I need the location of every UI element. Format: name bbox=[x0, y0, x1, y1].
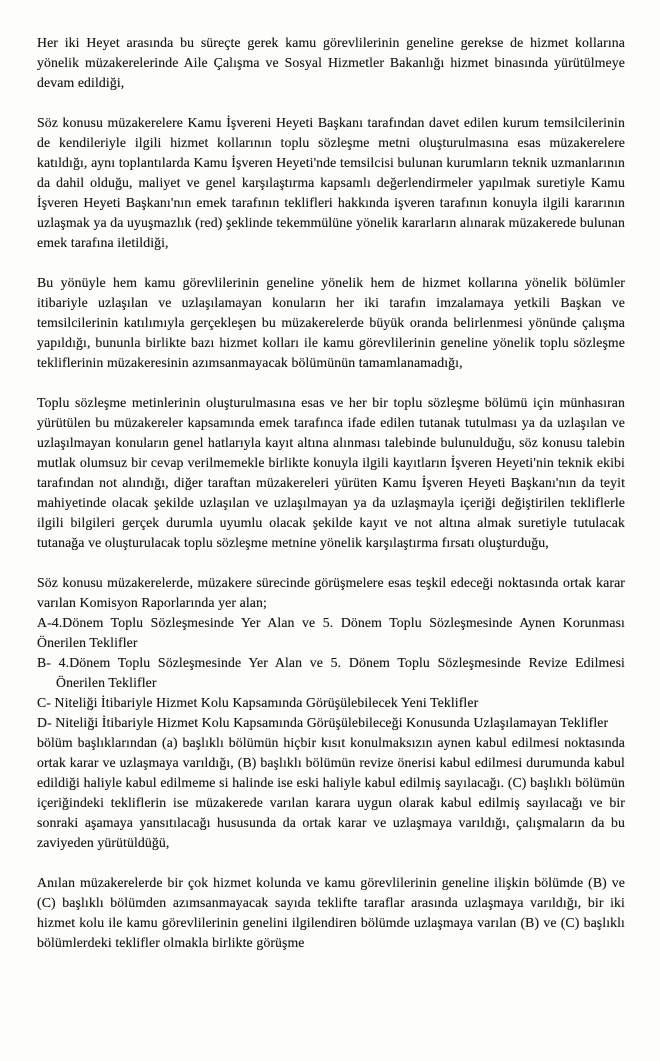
commission-reports-section bbox=[37, 573, 625, 853]
list-item-a: A-4.Dönem Toplu Sözleşmesinde Yer Alan ve 5. Dönem Toplu Sözleşmesinde Aynen Korunması Önerilen Teklifler bbox=[37, 615, 625, 650]
paragraph-section-rules: bölüm başlıklarından (a) başlıklı bölümün hiçbir kısıt konulmaksızın aynen kabul edilmesi noktasında ortak karar ve uzlaşmaya varıldığı, (B) başlıklı bölümün revize önerisi kabul edilmesi durumunda kabul edildiği haliyle kabul edilmeme si halinde ise eski haliyle kabul edilmiş sayılacağı. (C) başlıklı bölümün içeriğindeki tekliflerin ise müzakerede varılan karara uygun olarak kabul edilmiş sayılacağı ve bir sonraki aşamaya yansıtılacağı hususunda da ortak karar ve uzlaşmaya varıldığı, çalışmaların da bu zaviyeden yürütüldüğü, bbox=[37, 735, 625, 850]
list-item-d: D- Niteliği İtibariyle Hizmet Kolu Kapsamında Görüşülebileceği Konusunda Uzlaşılamayan Teklifler bbox=[37, 715, 609, 730]
list-item-b: B- 4.Dönem Toplu Sözleşmesinde Yer Alan ve 5. Dönem Toplu Sözleşmesinde Revize Edilmesi Önerilen Teklifler bbox=[37, 655, 625, 690]
document-body bbox=[37, 33, 625, 953]
paragraph-minutes-records: Toplu sözleşme metinlerinin oluşturulmasına esas ve her bir toplu sözleşme bölümü için münhasıran yürütülen bu müzakereler kapsamında emek tarafınca ifade edilen tutanak tutulması ya da uzlaşılan ve uzlaşılmayan konuların genel hatlarıyla kayıt altına alınması talebinde bulunulduğu, söz konusu talebin mutlak olumsuz bir cevap verilmemekle birlikte konuyla ilgili kayıtların İşveren Heyeti'nin teknik ekibi tarafından not alındığı, diğer taraftan müzakereleri yürüten Kamu İşveren Heyeti Başkanı'nın da teyit mahiyetinde olacak şekilde uzlaşılan ve uzlaşılmayan ya da uzlaşmayla içeriği değiştirilen tekliflerle ilgili bilgileri gerçek durumla uyumlu olacak şekilde kayıt ve not altına almak suretiyle tutulacak tutanağa ve oluşturulacak toplu sözleşme metnine yönelik karşılaştırma fırsatı oluşturduğu, bbox=[37, 395, 625, 550]
list-item-c: C- Niteliği İtibariyle Hizmet Kolu Kapsamında Görüşülebilecek Yeni Teklifler bbox=[37, 695, 479, 710]
paragraph-invited-representatives: Söz konusu müzakerelere Kamu İşvereni Heyeti Başkanı tarafından davet edilen kurum temsilcilerinin de kendileriyle ilgili hizmet kollarının toplu sözleşme metni oluşturulmasına esas müzakerelere katıldığı, aynı toplantılarda Kamu İşveren Heyeti'nde temsilcisi bulunan kurumların teknik uzmanlarının da dahil olduğu, maliyet ve genel karşılaştırma kapsamlı değerlendirmeler yapılmak suretiyle Kamu İşveren Heyeti Başkanı'nın emek tarafının teklifleri hakkında işveren tarafının konuyla ilgili kararının uzlaşmak ya da uyuşmazlık (red) şeklinde tekemmülüne yönelik kararların alınarak müzakerede bulunan emek tarafına iletildiği, bbox=[37, 115, 625, 250]
paragraph-negotiation-venue: Her iki Heyet arasında bu süreçte gerek kamu görevlilerinin geneline gerekse de hizmet kollarına yönelik müzakerelerinde Aile Çalışma ve Sosyal Hizmetler Bakanlığı hizmet binasında yürütülmeye devam edildiği, bbox=[37, 35, 625, 90]
paragraph-agreed-disagreed-topics: Bu yönüyle hem kamu görevlilerinin geneline yönelik hem de hizmet kollarına yönelik bölümler itibariyle uzlaşılan ve uzlaşılamayan konuların her iki tarafın imzalamaya yetkili Başkan ve temsilcilerinin katılımıyla gerçekleşen bu müzakerelerde büyük oranda belirlenmesi yönünde çalışma yapıldığı, bununla birlikte bazı hizmet kolları ile kamu görevlilerinin geneline yönelik toplu sözleşme tekliflerinin müzakeresinin azımsanmayacak bölümünün tamamlanamadığı, bbox=[37, 275, 625, 370]
paragraph-agreement-outcome: Anılan müzakerelerde bir çok hizmet kolunda ve kamu görevlilerinin geneline ilişkin bölümde (B) ve (C) başlıklı bölümden azımsanmayacak sayıda teklifte taraflar arasında uzlaşmaya varıldığı, bir iki hizmet kolu ile kamu görevlilerinin genelini ilgilendiren bölümde uzlaşmaya varılan (B) ve (C) başlıklı bölümlerdeki teklifler olmakla birlikte görüşme bbox=[37, 875, 625, 950]
paragraph-commission-reports-intro: Söz konusu müzakerelerde, müzakere sürecinde görüşmelere esas teşkil edeceği noktasında ortak karar varılan Komisyon Raporlarında yer alan; bbox=[37, 575, 625, 610]
